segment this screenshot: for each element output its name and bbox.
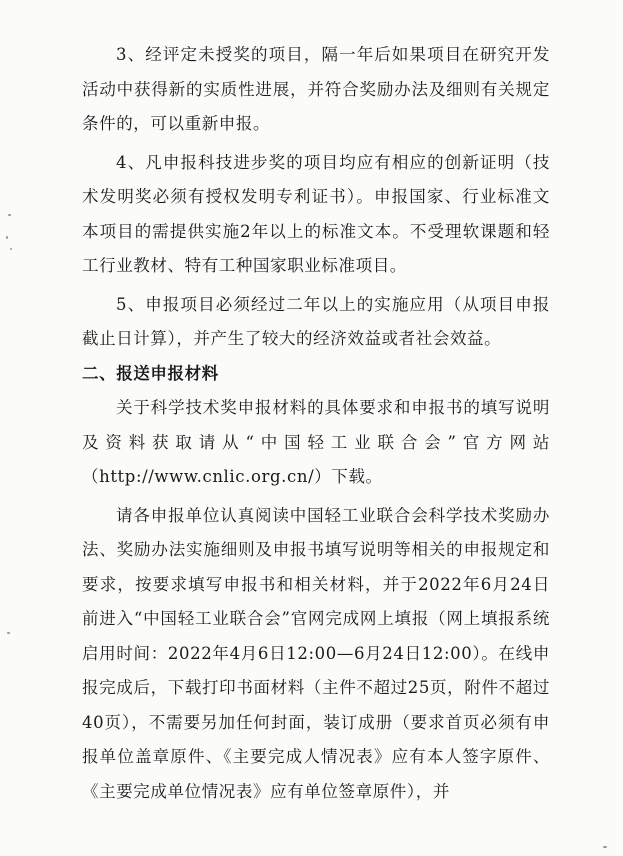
paragraph-item-5: 5、申报项目必须经过二年以上的实施应用（从项目申报截止日计算），并产生了较大的经济效益或者社会效益。 xyxy=(82,294,550,348)
paragraph-item-3: 3、经评定未授奖的项目，隔一年后如果项目在研究开发活动中获得新的实质性进展，并符合奖励办法及细则有关规定条件的，可以重新申报。 xyxy=(82,45,550,133)
scan-speck xyxy=(7,632,10,634)
document-body xyxy=(82,38,550,809)
paragraph-submission-instructions: 请各申报单位认真阅读中国轻工业联合会科学技术奖励办法、奖励办法实施细则及申报书填写说明等相关的申报规定和要求，按要求填写申报书和相关材料，并于2022年6月24日前进入“中国轻工业联合会”官网完成网上填报（网上填报系统启用时间：2022年4月6日12:00—6月24日12:00）。在线申报完成后，下载打印书面材料（主件不超过25页，附件不超过40页），不需要另加任何封面，装订成册（要求首页必须有申报单位盖章原件、《主要完成人情况表》应有本人签字原件、《主要完成单位情况表》应有单位签章原件），并 xyxy=(82,505,550,801)
section-heading-submit-materials: 二、报送申报材料 xyxy=(82,363,219,383)
scan-speck xyxy=(10,248,12,250)
paragraph-materials-download: 关于科学技术奖申报材料的具体要求和申报书的填写说明及资料获取请从“中国轻工业联合会”官方网站（http://www.cnlic.org.cn/）下载。 xyxy=(82,398,550,486)
paragraph-item-4: 4、凡申报科技进步奖的项目均应有相应的创新证明（技术发明奖必须有授权发明专利证书）。申报国家、行业标准文本项目的需提供实施2年以上的标准文本。不受理软课题和轻工行业教材、特有工种国家职业标准项目。 xyxy=(82,152,550,275)
scan-speck xyxy=(603,846,607,848)
scan-speck xyxy=(8,214,11,216)
scan-speck xyxy=(6,236,8,239)
